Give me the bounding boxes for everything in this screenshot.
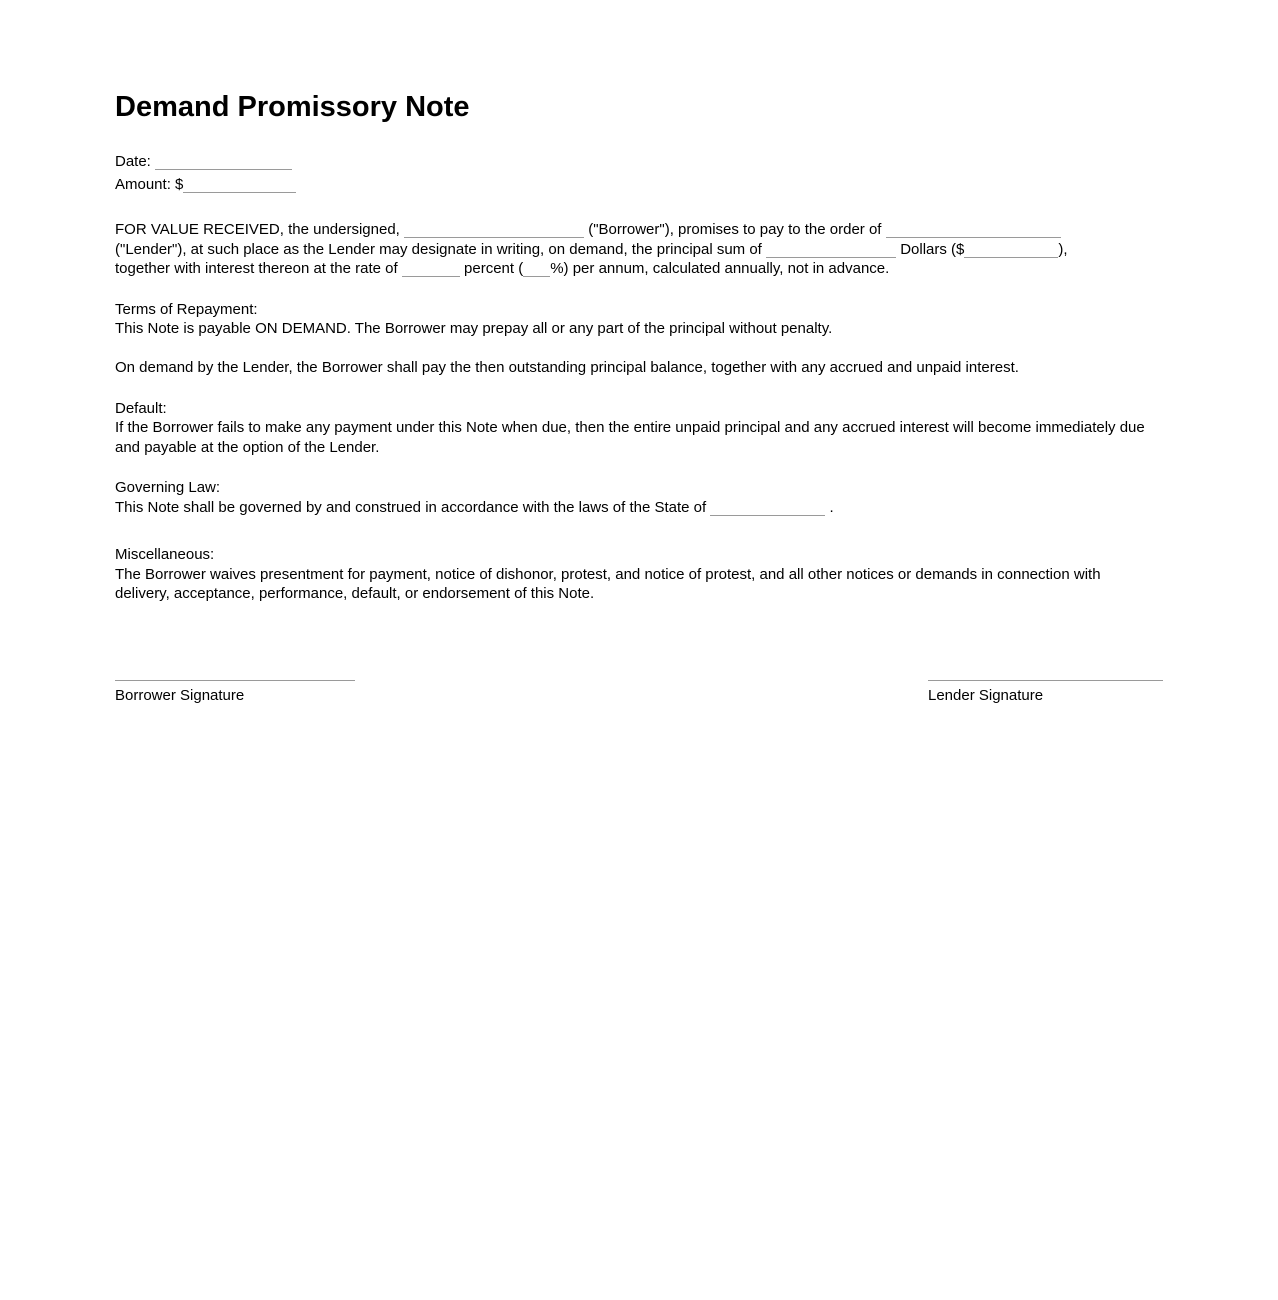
lender-name-blank[interactable] <box>886 223 1061 238</box>
borrower-signature-label: Borrower Signature <box>115 686 245 704</box>
intro-paragraph <box>115 220 1163 279</box>
date-label: Date: <box>115 153 151 170</box>
intro-text-segment-6: together with interest thereon at the rate of <box>115 260 398 277</box>
governing-law-section <box>115 478 1163 517</box>
dollar-amount-blank[interactable] <box>964 243 1058 258</box>
governing-law-paragraph <box>115 498 1150 518</box>
governing-law-text: This Note shall be governed by and construed in accordance with the laws of the State of <box>115 498 707 516</box>
signature-block <box>115 680 1163 706</box>
date-blank-line[interactable] <box>155 155 292 170</box>
intro-text-segment-7: percent ( <box>464 260 524 277</box>
header-fields <box>115 150 1163 196</box>
default-heading: Default: <box>115 399 167 417</box>
miscellaneous-paragraph: The Borrower waives presentment for payment, notice of dishonor, protest, and notice of protest, and all other notices or demands in connection with delivery, acceptance, performance, default, or endorsement of this Note. <box>115 565 1101 602</box>
document-title: Demand Promissory Note <box>115 91 470 123</box>
intro-text-segment-5: ), <box>1058 240 1068 258</box>
default-section <box>115 399 1163 458</box>
terms-of-repayment-paragraph: This Note is payable ON DEMAND. The Borrower may prepay all or any part of the principal without penalty. <box>115 320 833 337</box>
interest-rate-blank[interactable] <box>402 262 460 277</box>
miscellaneous-heading: Miscellaneous: <box>115 546 215 563</box>
amount-field-row <box>115 173 1163 196</box>
intro-text-segment-4: Dollars ($ <box>900 240 965 258</box>
amount-label: Amount: $ <box>115 176 184 193</box>
percent-figure-blank[interactable] <box>523 262 550 277</box>
intro-text-segment-3: ("Lender"), at such place as the Lender may designate in writing, on demand, the principal sum of <box>115 240 762 258</box>
terms-of-repayment-heading: Terms of Repayment: <box>115 300 258 318</box>
intro-line-2 <box>115 240 1163 260</box>
governing-law-heading: Governing Law: <box>115 479 221 496</box>
miscellaneous-section <box>115 545 1163 604</box>
intro-text-segment-8: %) per annum, calculated annually, not in advance. <box>550 260 890 277</box>
default-paragraph: If the Borrower fails to make any payment under this Note when due, then the entire unpaid principal and any accrued interest will become immediately due and payable at the option of the Lender. <box>115 419 1145 456</box>
intro-line-1 <box>115 220 1163 240</box>
state-name-blank[interactable] <box>710 501 825 516</box>
governing-law-period: . <box>829 498 834 516</box>
intro-text-segment-2: ("Borrower"), promises to pay to the order of <box>588 221 882 238</box>
intro-line-3 <box>115 259 1163 279</box>
lender-signature-area <box>928 680 1163 706</box>
borrower-signature-area <box>115 680 355 706</box>
intro-text-segment-1: FOR VALUE RECEIVED, the undersigned, <box>115 221 400 238</box>
on-demand-paragraph: On demand by the Lender, the Borrower shall pay the then outstanding principal balance, together with any accrued and unpaid interest. <box>115 359 1019 376</box>
amount-blank-line[interactable] <box>183 178 296 193</box>
terms-of-repayment-section <box>115 300 1163 378</box>
date-field-row <box>115 150 1163 173</box>
lender-signature-label: Lender Signature <box>928 686 1044 704</box>
principal-sum-blank[interactable] <box>766 243 896 258</box>
borrower-name-blank[interactable] <box>404 223 584 238</box>
